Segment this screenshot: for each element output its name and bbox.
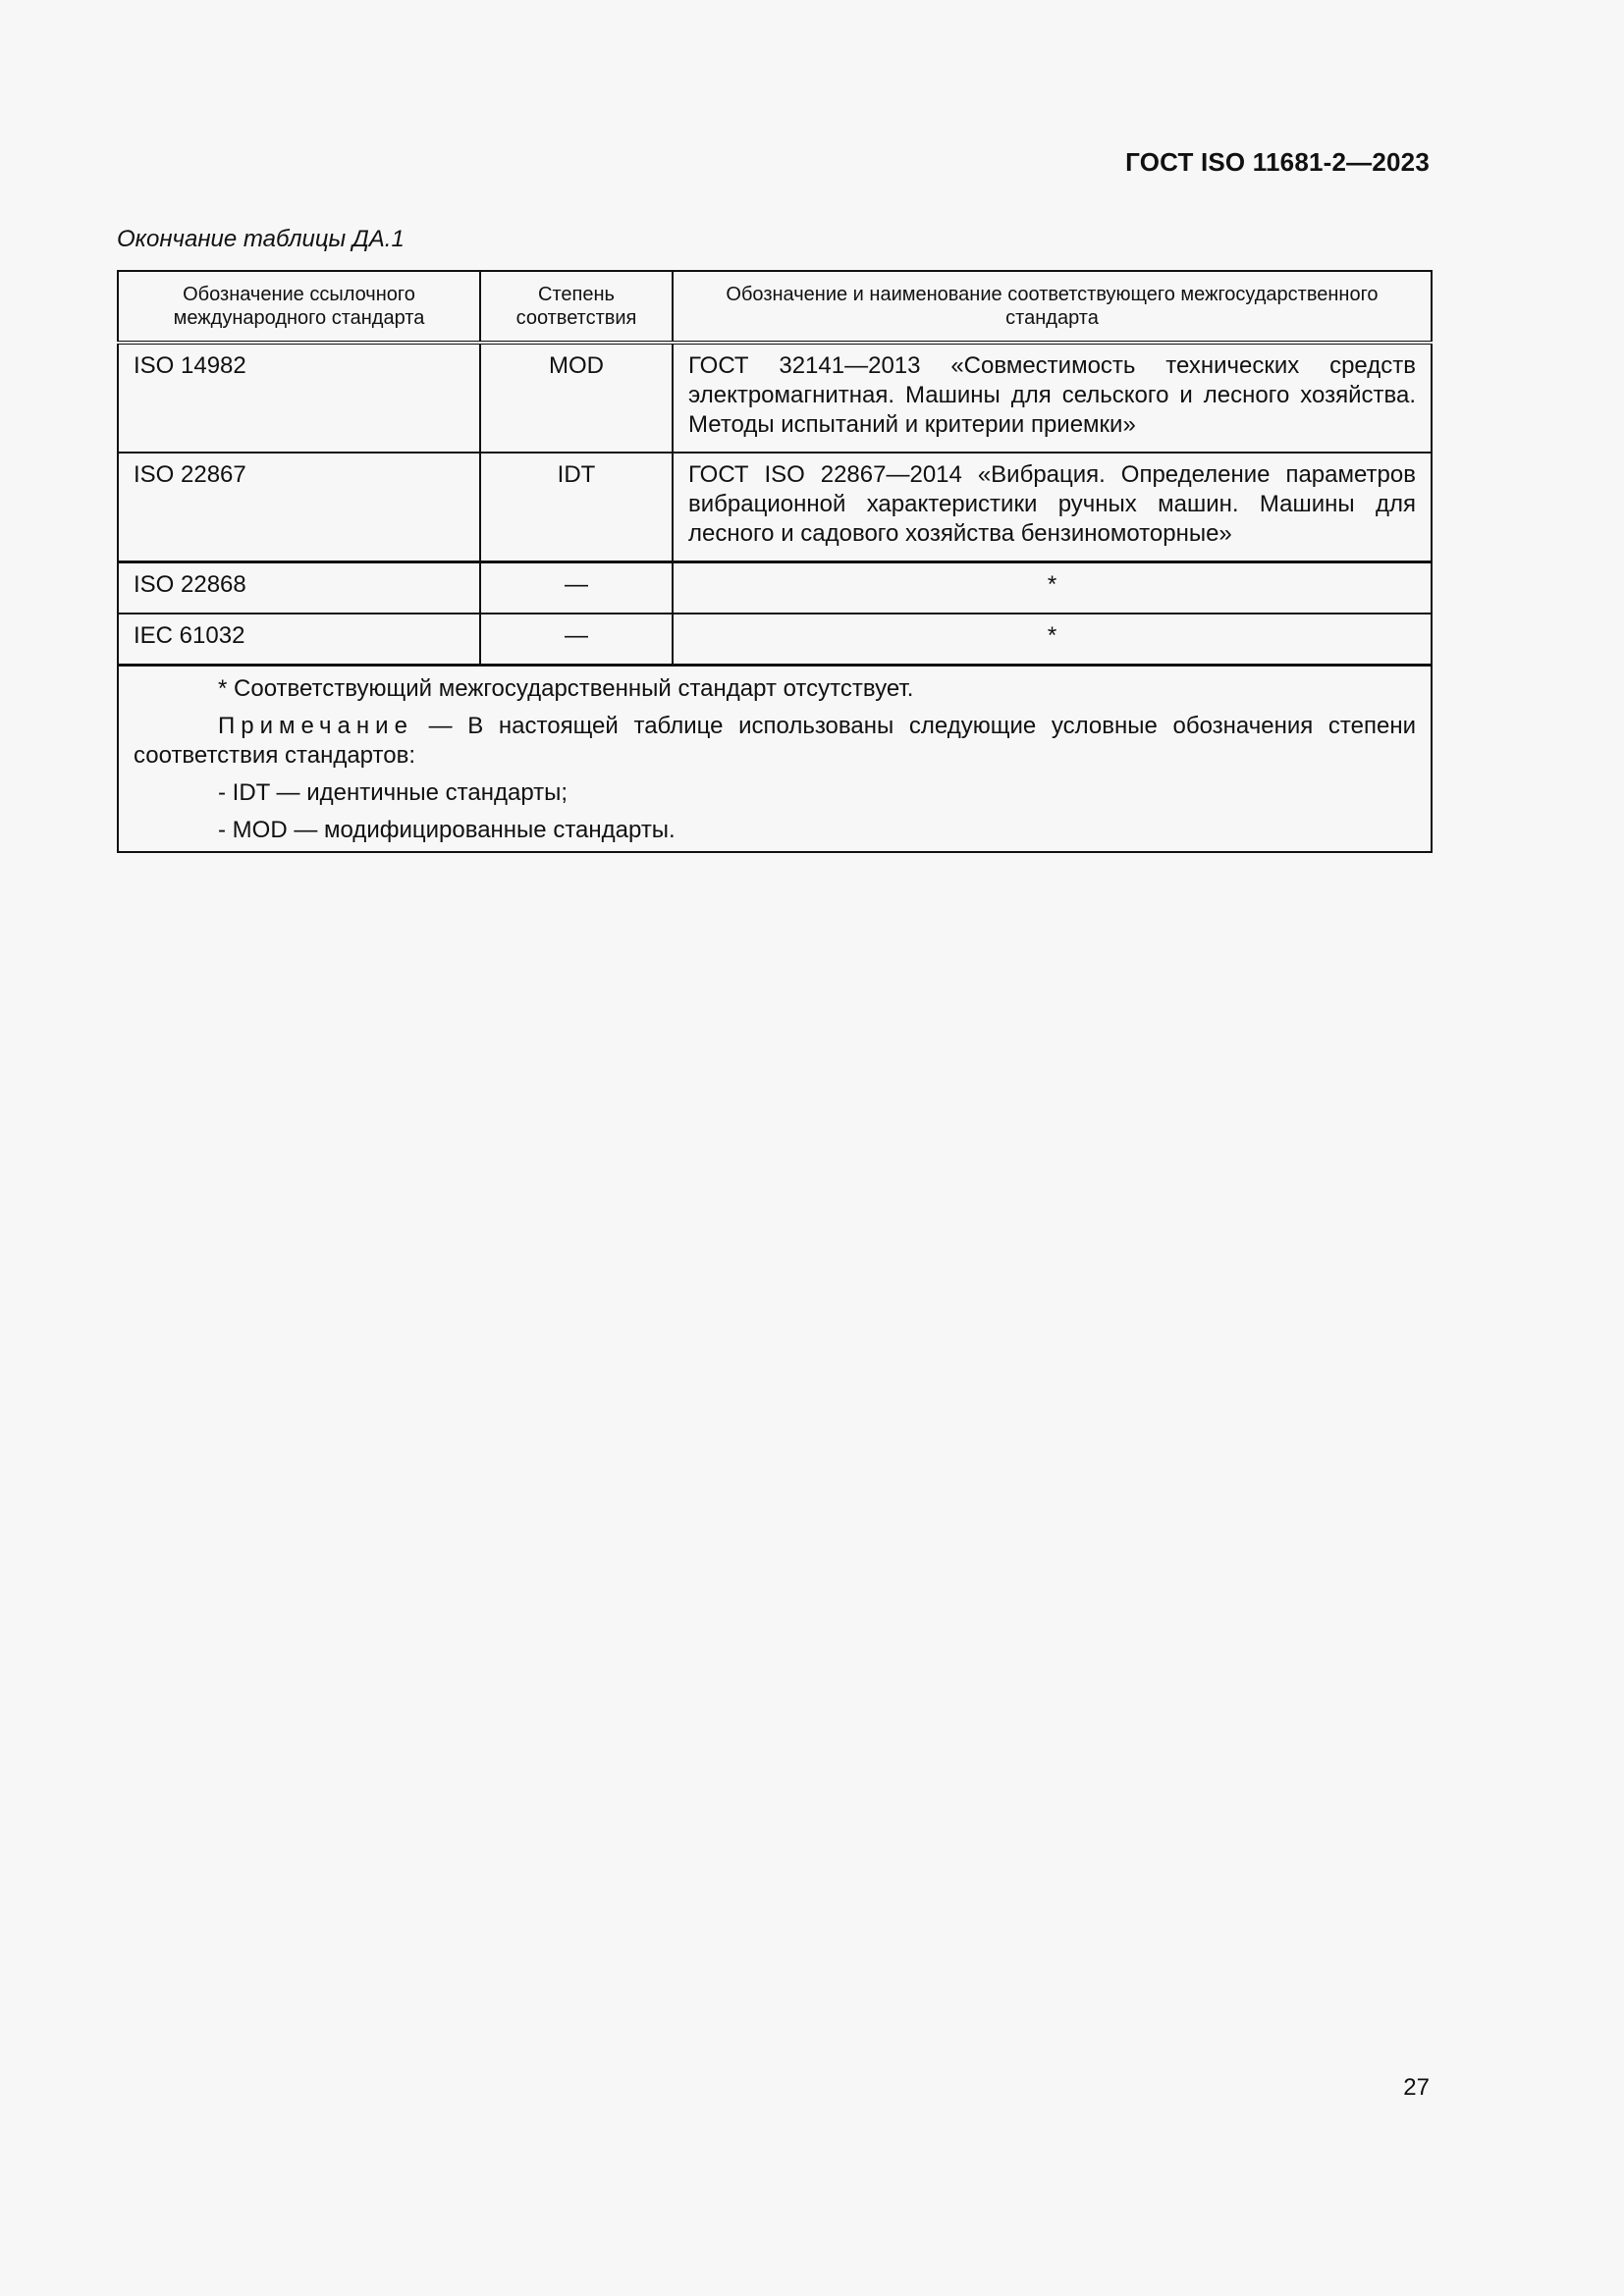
table-note	[134, 712, 1416, 771]
cell-standard: IEC 61032	[118, 614, 480, 666]
note-text: — В настоящей таблице использованы следующие условные обозначения степени соответствия стандартов:	[134, 713, 1416, 769]
note-label: Примечание	[218, 713, 413, 739]
column-header-international-standard: Обозначение ссылочного международного стандарта	[118, 271, 480, 343]
table-row	[118, 453, 1432, 562]
table-row	[118, 562, 1432, 614]
cell-standard: ISO 22868	[118, 562, 480, 614]
column-header-degree: Степень соответствия	[480, 271, 673, 343]
page-number: 27	[1403, 2074, 1430, 2101]
cell-standard: ISO 22867	[118, 453, 480, 562]
column-header-interstate-standard: Обозначение и наименование соответствующего межгосударственного стандарта	[673, 271, 1432, 343]
table-header-row	[118, 271, 1432, 343]
legend-item-idt: - IDT — идентичные стандарты;	[218, 779, 568, 806]
cell-interstate-standard: ГОСТ ISO 22867—2014 «Вибрация. Определение параметров вибрационной характеристики ручных машин. Машины для лесного и садового хозяйства бензиномоторные»	[673, 453, 1432, 562]
cell-interstate-standard: *	[673, 614, 1432, 666]
cell-interstate-standard: ГОСТ 32141—2013 «Совместимость технических средств электромагнитная. Машины для сельского и лесного хозяйства. Методы испытаний и критерии приемки»	[673, 343, 1432, 453]
cell-interstate-standard: *	[673, 562, 1432, 614]
legend-item-mod: - MOD — модифицированные стандарты.	[218, 817, 676, 843]
standards-correspondence-table	[117, 270, 1433, 853]
table-notes-row	[118, 666, 1432, 853]
table-row	[118, 614, 1432, 666]
table-caption: Окончание таблицы ДА.1	[117, 226, 405, 252]
table-row	[118, 343, 1432, 453]
table-notes-cell	[118, 666, 1432, 853]
cell-degree: MOD	[480, 343, 673, 453]
cell-degree: IDT	[480, 453, 673, 562]
cell-degree: —	[480, 562, 673, 614]
cell-standard: ISO 14982	[118, 343, 480, 453]
footnote-absent-standard: * Соответствующий межгосударственный стандарт отсутствует.	[218, 675, 914, 702]
cell-degree: —	[480, 614, 673, 666]
document-code: ГОСТ ISO 11681-2—2023	[1125, 147, 1430, 177]
standards-table-container	[117, 270, 1431, 853]
